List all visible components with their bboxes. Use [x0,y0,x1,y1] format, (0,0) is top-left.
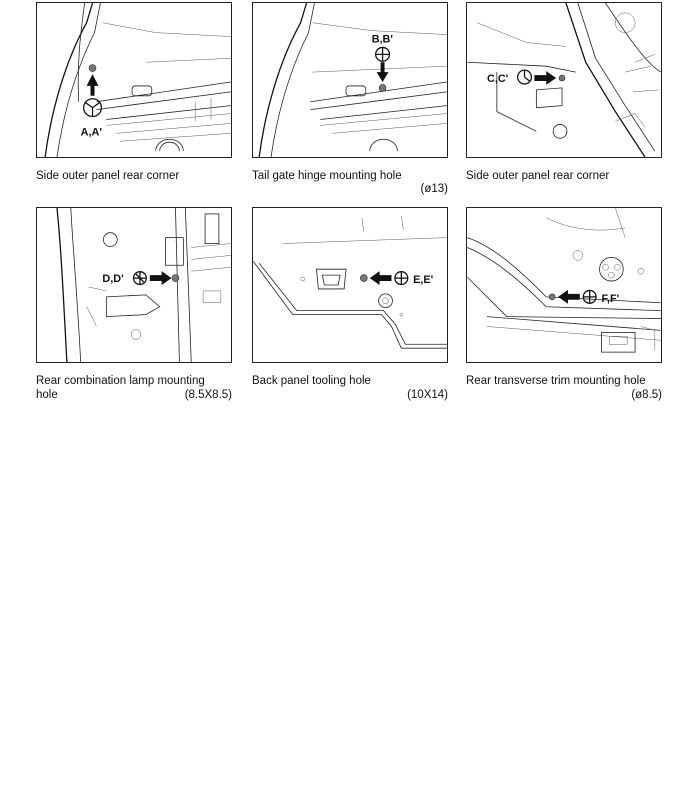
label-a: A,A' [80,126,102,139]
figure-e-drawing [253,208,447,362]
figure-f-drawing [467,208,661,362]
caption-e: Back panel tooling hole [252,375,371,387]
caption-a: Side outer panel rear corner [36,170,180,182]
figure-b-panel [252,2,448,158]
figure-c-drawing [467,3,661,157]
caption-c: Side outer panel rear corner [466,170,610,182]
caption-b: Tail gate hinge mounting hole [252,170,402,182]
label-c: C,C' [487,72,509,85]
spec-e: (10X14) [407,389,448,401]
figure-a-drawing [37,3,231,157]
figure-d-panel [36,207,232,363]
caption-d [36,374,205,402]
figure-c-panel [466,2,662,158]
figure-d-drawing [37,208,231,362]
caption-d-line2: hole [36,389,58,401]
figure-e-panel [252,207,448,363]
label-f: F,F' [601,292,620,305]
caption-f: Rear transverse trim mounting hole [466,375,646,387]
label-b: B,B' [371,33,393,46]
caption-d-line1: Rear combination lamp mounting [36,375,205,387]
label-d: D,D' [102,273,124,286]
figure-f-panel [466,207,662,363]
figure-a-panel [36,2,232,158]
spec-b: (ø13) [420,183,448,195]
figure-b-drawing [253,3,447,157]
spec-f: (ø8.5) [631,389,662,401]
label-e: E,E' [413,274,434,287]
spec-d: (8.5X8.5) [184,389,232,401]
